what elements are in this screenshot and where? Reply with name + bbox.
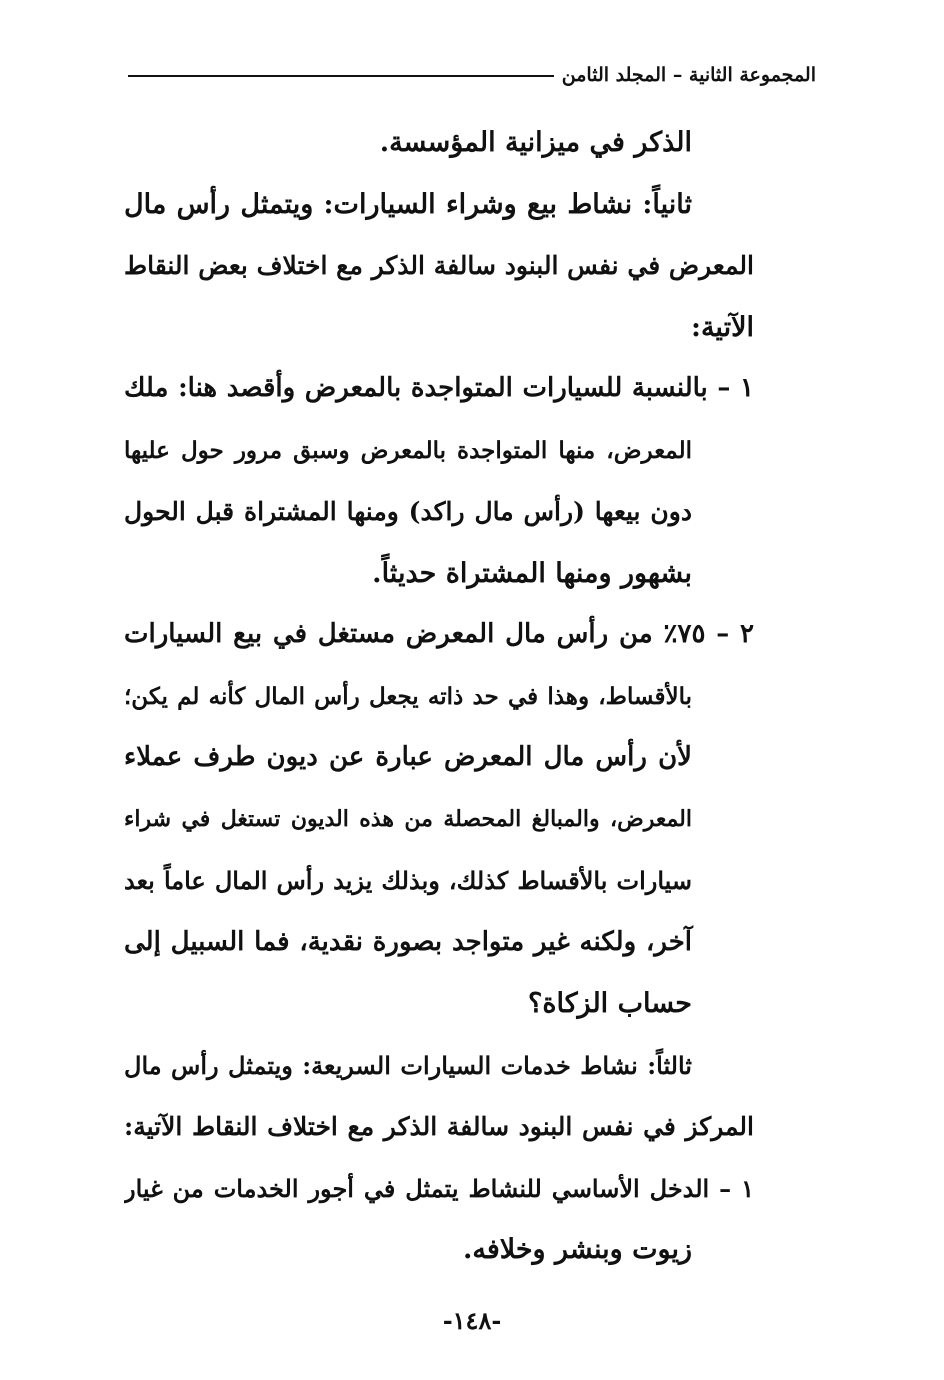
paragraph-line: الذكر في ميزانية المؤسسة. xyxy=(379,127,692,158)
paragraph-line: المعرض في نفس البنود سالفة الذكر مع اختلاف بعض النقاط xyxy=(124,251,754,280)
list-item-1-line: ١ – بالنسبة للسيارات المتواجدة بالمعرض وأقصد هنا: ملك xyxy=(124,373,754,403)
paragraph-line: الآتية: xyxy=(690,311,754,343)
body-text xyxy=(124,112,754,1281)
list-item-1-line: زيوت وبنشر وخلافه. xyxy=(462,1234,692,1265)
list-item-1-line: دون بيعها (رأس مال راكد) ومنها المشتراة قبل الحول xyxy=(124,497,692,526)
list-item-1-line: المعرض، منها المتواجدة بالمعرض وسبق مرور حول عليها xyxy=(124,436,692,464)
list-item-2-line: ٢ – ٧٥٪ من رأس مال المعرض مستغل في بيع السيارات xyxy=(124,619,754,649)
list-item-2-line: لأن رأس مال المعرض عبارة عن ديون طرف عملاء xyxy=(124,742,692,772)
running-header-title: المجموعة الثانية – المجلد الثامن xyxy=(561,64,816,86)
list-item-2-line: حساب الزكاة؟ xyxy=(527,988,692,1019)
paragraph-line: المركز في نفس البنود سالفة الذكر مع اختلاف النقاط الآتية: xyxy=(124,1112,754,1141)
list-item-2-line: آخر، ولكنه غير متواجد بصورة نقدية، فما السبيل إلى xyxy=(124,926,692,957)
section-heading-third: ثالثاً: نشاط خدمات السيارات السريعة: ويتمثل رأس مال xyxy=(124,1050,692,1080)
list-item-2-line: بالأقساط، وهذا في حد ذاته يجعل رأس المال كأنه لم يكن؛ xyxy=(124,682,692,710)
list-item-1-line: بشهور ومنها المشتراة حديثاً. xyxy=(372,557,692,589)
section-heading-second: ثانياً: نشاط بيع وشراء السيارات: ويتمثل رأس مال xyxy=(124,188,692,220)
running-header xyxy=(128,60,816,90)
header-rule xyxy=(128,75,554,77)
page-number: -١٤٨- xyxy=(442,1306,502,1335)
list-item-2-line: المعرض، والمبالغ المحصلة من هذه الديون تستغل في شراء xyxy=(124,805,692,832)
list-item-2-line: سيارات بالأقساط كذلك، وبذلك يزيد رأس المال عاماً بعد xyxy=(124,866,692,895)
list-item-1-line: ١ – الدخل الأساسي للنشاط يتمثل في أجور الخدمات من غيار xyxy=(124,1173,754,1203)
